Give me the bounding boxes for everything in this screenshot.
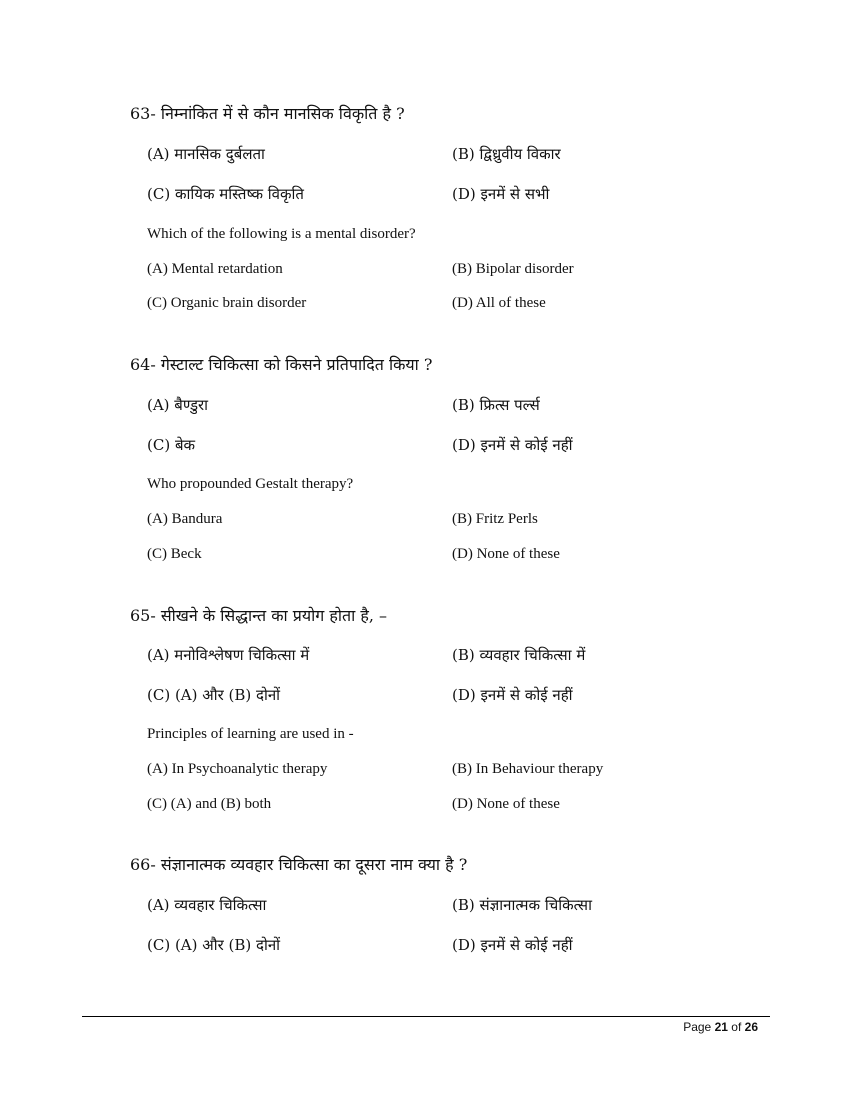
q65-hi-option-d: (D) इनमें से कोई नहीं [452, 686, 573, 704]
q63-hi-option-d: (D) इनमें से सभी [452, 185, 550, 203]
page-label: Page [683, 1020, 712, 1034]
question-66-hindi: 66- संज्ञानात्मक व्यवहार चिकित्सा का दूसरा नाम क्या है ? [130, 855, 468, 874]
q63-en-option-b: (B) Bipolar disorder [452, 261, 574, 277]
question-64-english: Who propounded Gestalt therapy? [147, 476, 354, 492]
q64-hi-option-d: (D) इनमें से कोई नहीं [452, 436, 573, 454]
q65-en-option-d: (D) None of these [452, 796, 560, 812]
question-64-hindi: 64- गेस्टाल्ट चिकित्सा को किसने प्रतिपादित किया ? [130, 355, 433, 374]
q65-en-option-b: (B) In Behaviour therapy [452, 761, 604, 777]
page-total: 26 [744, 1020, 758, 1034]
q66-hi-option-d: (D) इनमें से कोई नहीं [452, 936, 573, 954]
q64-hi-option-b: (B) फ्रित्स पर्ल्स [452, 396, 540, 414]
q63-hi-option-b: (B) द्विध्रुवीय विकार [452, 145, 561, 163]
q64-hi-option-c: (C) बेक [147, 436, 196, 454]
question-65-hindi: 65- सीखने के सिद्धान्त का प्रयोग होता है, – [130, 606, 388, 625]
page-number: 21 [714, 1020, 728, 1034]
q65-hi-option-b: (B) व्यवहार चिकित्सा में [452, 646, 586, 664]
q66-hi-option-c: (C) (A) और (B) दोनों [147, 936, 281, 954]
q63-en-option-c: (C) Organic brain disorder [147, 295, 307, 311]
q63-en-option-d: (D) All of these [452, 295, 546, 311]
q65-hi-option-a: (A) मनोविश्लेषण चिकित्सा में [147, 646, 310, 664]
page-footer [683, 1020, 758, 1034]
q65-hi-option-c: (C) (A) और (B) दोनों [147, 686, 281, 704]
q63-hi-option-c: (C) कायिक मस्तिष्क विकृति [147, 185, 304, 203]
q64-en-option-c: (C) Beck [147, 546, 202, 562]
q66-hi-option-a: (A) व्यवहार चिकित्सा [147, 896, 267, 914]
q63-en-option-a: (A) Mental retardation [147, 261, 283, 277]
q63-hi-option-a: (A) मानसिक दुर्बलता [147, 145, 265, 163]
question-63-hindi: 63- निम्नांकित में से कौन मानसिक विकृति है ? [130, 104, 405, 123]
q64-hi-option-a: (A) बैण्डुरा [147, 396, 209, 414]
question-65-english: Principles of learning are used in - [147, 726, 354, 742]
question-63-english: Which of the following is a mental disorder? [147, 226, 416, 242]
footer-divider [82, 1016, 770, 1017]
of-label: of [731, 1020, 742, 1034]
q64-en-option-a: (A) Bandura [147, 511, 223, 527]
q66-hi-option-b: (B) संज्ञानात्मक चिकित्सा [452, 896, 592, 914]
q64-en-option-d: (D) None of these [452, 546, 560, 562]
q64-en-option-b: (B) Fritz Perls [452, 511, 538, 527]
q65-en-option-c: (C) (A) and (B) both [147, 796, 272, 812]
q65-en-option-a: (A) In Psychoanalytic therapy [147, 761, 328, 777]
